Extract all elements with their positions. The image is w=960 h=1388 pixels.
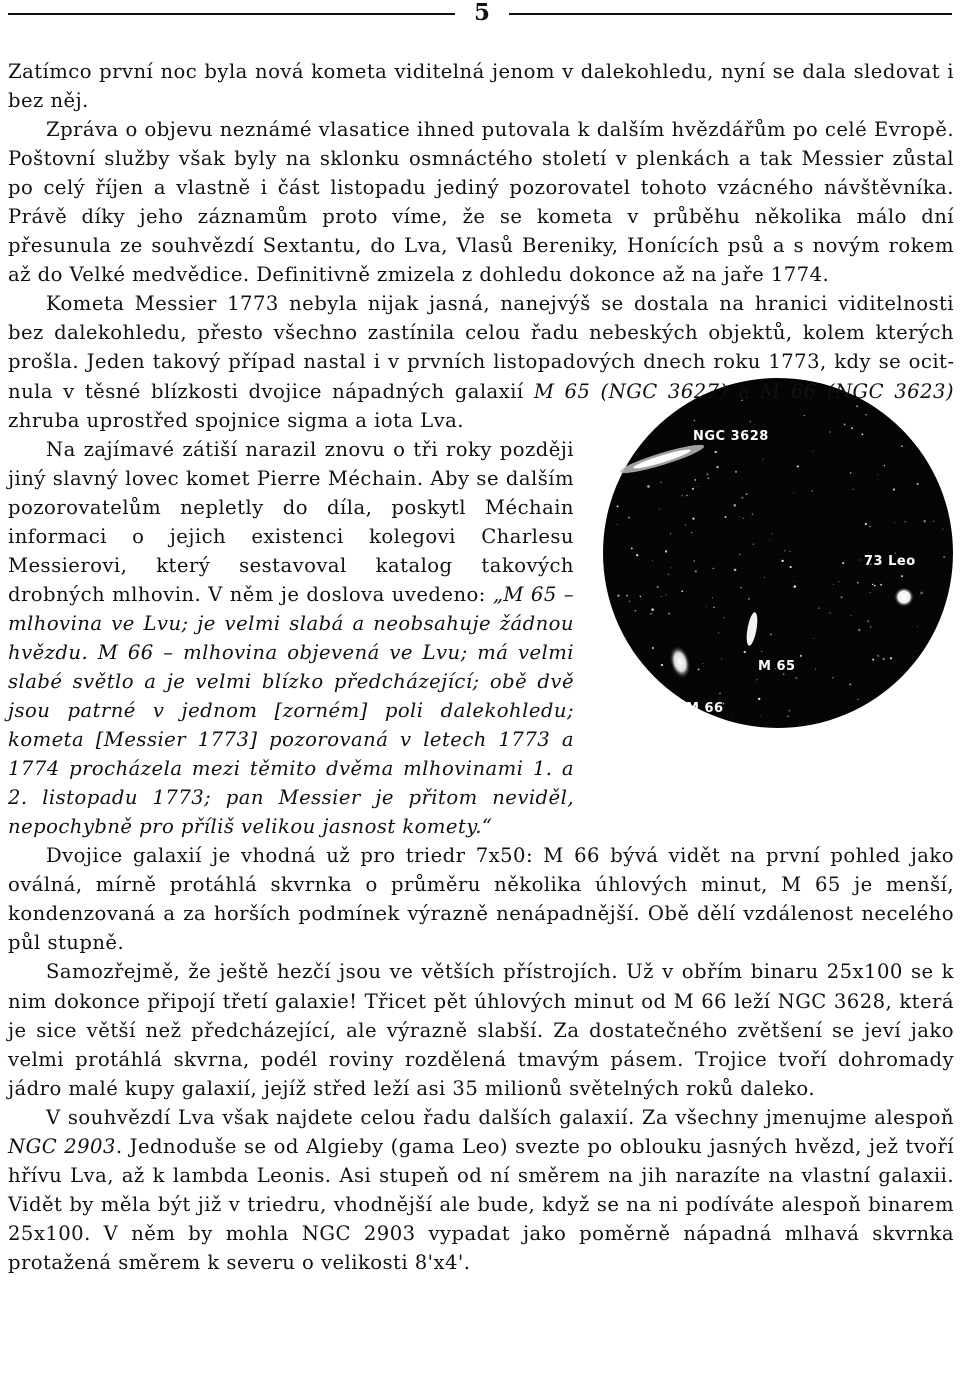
star — [829, 431, 831, 433]
star — [789, 550, 790, 551]
star — [746, 493, 748, 495]
header-rule-right — [509, 13, 952, 15]
star — [708, 477, 709, 478]
star — [660, 481, 662, 483]
star — [865, 522, 867, 524]
paragraph-5: Dvojice galaxií je vhodná už pro triedr 7x50: M 66 bývá vidět na první pohled jako oválná, mírně protáhlá skvrnka o průměru několika úhlových minut, M 65 je menší, kondenzovaná a za horších podmínek výrazně nenápadnější. Obě dělí vzdálenost necelého půl stupně. — [8, 844, 954, 955]
star — [661, 664, 663, 666]
star — [668, 612, 670, 614]
paragraph-7 — [8, 1103, 954, 1277]
star — [713, 606, 714, 607]
star — [719, 692, 721, 694]
star — [869, 525, 871, 527]
star — [844, 423, 846, 425]
star — [942, 528, 943, 529]
star — [651, 608, 654, 611]
star — [874, 584, 876, 586]
star — [661, 596, 662, 597]
star — [893, 488, 895, 490]
star — [842, 562, 844, 564]
star — [670, 567, 671, 568]
star — [756, 679, 757, 680]
star — [870, 626, 872, 628]
star — [894, 522, 895, 523]
star — [840, 596, 842, 598]
star — [851, 427, 853, 429]
star — [752, 513, 754, 515]
star — [870, 591, 871, 592]
star — [666, 594, 667, 595]
star — [920, 591, 923, 594]
star — [724, 516, 726, 518]
star — [670, 533, 671, 534]
star — [758, 697, 760, 699]
star — [861, 433, 863, 435]
star — [933, 520, 934, 521]
star — [832, 677, 833, 678]
star — [706, 606, 707, 607]
star — [640, 595, 641, 596]
star — [794, 585, 797, 588]
star — [718, 632, 719, 633]
page-number: 5 — [473, 0, 490, 26]
star — [943, 555, 945, 557]
star — [797, 465, 799, 467]
header-rule-left — [8, 13, 455, 15]
star — [647, 485, 649, 487]
star — [815, 668, 816, 669]
star — [748, 597, 750, 599]
star — [694, 560, 696, 562]
star — [763, 458, 764, 459]
label-ngc3628: NGC 3628 — [693, 428, 769, 444]
star — [857, 698, 859, 700]
star — [770, 633, 772, 635]
star — [781, 559, 783, 561]
star — [694, 420, 695, 421]
paragraph-2: Zpráva o objevu neznámé vlasatice ihned putovala k dalším hvězdářům po celé Evropě. Poštovní služby však byly na sklonku osmnáctého století v plenkách a tak Messier zůstal po celý říjen a vlastně i část listopadu jediný pozorovatel tohoto vzácného návštěvníka. Právě díky jeho záznamům proto víme, že se kometa v průběhu několika málo dní přesunula ze souhvězdí Sextantu, do Lva, Vlasů Bereniky, Honících psů a s novým rokem až do Velké medvědice. Definitivně zmizela z dohledu dokonce až na jaře 1774. — [8, 118, 954, 287]
star — [764, 576, 765, 577]
star — [793, 580, 794, 581]
star — [734, 568, 737, 571]
star — [818, 607, 819, 608]
star — [692, 517, 694, 519]
article-body — [8, 57, 954, 1277]
paragraph-4-text: Na zajímavé zátiší narazil znovu o tři roky později jiný slavný lovec komet Pierre Méchain. Aby se dalším pozorovatelům nepletly do díla, poskytl Méchain informaci o jejich existenci kolegovi Charlesu Messierovi, který sestavoval katalog takových drobných mlhovin. V něm je doslova uvedeno: — [8, 437, 574, 606]
star — [804, 415, 805, 416]
star — [877, 474, 878, 475]
star — [739, 553, 740, 554]
star — [884, 464, 885, 465]
star — [697, 486, 698, 487]
star — [849, 683, 851, 685]
paragraph-3-join: a — [727, 379, 761, 403]
star — [668, 573, 669, 574]
star — [761, 650, 762, 651]
star — [742, 517, 744, 519]
star — [882, 657, 884, 659]
star — [617, 594, 619, 596]
star — [694, 479, 696, 481]
star — [712, 567, 714, 569]
star — [905, 521, 906, 522]
star — [753, 543, 754, 544]
star — [617, 505, 619, 507]
star — [626, 594, 628, 596]
star — [739, 516, 740, 517]
star — [712, 596, 714, 598]
star — [814, 637, 815, 638]
paragraph-1: Zatímco první noc byla nová kometa viditelná jenom v dalekohledu, nyní se dala sledovat i bez něj. — [8, 60, 954, 113]
star — [724, 617, 725, 618]
star — [813, 450, 814, 451]
star — [867, 620, 869, 622]
star — [858, 628, 861, 631]
telescope-field-view — [602, 377, 954, 729]
star — [880, 583, 882, 585]
m66-designation: M 66 (NGC 3623) — [760, 379, 955, 403]
galaxy-figure — [586, 377, 954, 820]
star — [788, 709, 790, 711]
star — [750, 420, 751, 421]
star — [923, 519, 925, 521]
star — [698, 668, 700, 670]
star — [833, 583, 834, 584]
star — [744, 650, 746, 652]
label-m66: M 66 — [686, 700, 724, 716]
star — [682, 495, 683, 496]
star — [856, 405, 858, 407]
star — [656, 585, 658, 587]
paragraph-7-start: V souhvězdí Lva však najdete celou řadu dalších galaxií. Za všechny jmenujme alespoň — [46, 1105, 954, 1129]
star — [877, 654, 879, 656]
star — [812, 490, 813, 491]
star — [890, 657, 892, 659]
star — [617, 523, 618, 524]
paragraph-3-end: zhruba uprostřed spojnice sigma a iota Lva. — [8, 408, 464, 432]
star — [853, 488, 854, 489]
star — [628, 516, 630, 518]
star — [731, 714, 732, 715]
star — [839, 581, 840, 582]
star — [741, 496, 743, 498]
star — [692, 487, 694, 489]
star-73-leo — [894, 587, 914, 607]
field-circle — [603, 378, 953, 728]
star — [686, 494, 687, 495]
paragraph-7-end: . Jednoduše se od Algieby (gama Leo) svezte po oblouku jasných hvězd, jež tvoří hřívu Lva, až k lambda Leonis. Asi stupeň od ní směrem na jih narazíte na vlastní galaxii. Vidět by měla být již v triedru, vhodnější ale bude, když se na ni podíváte alespoň binarem 25x100. V něm by mohla NGC 2903 vypadat jako poměrně nápadná mlhavá skvrnka protažená směrem k severu o velikosti 8'x4'. — [8, 1134, 955, 1274]
star — [650, 612, 652, 614]
star — [635, 609, 637, 611]
star — [652, 560, 653, 561]
star — [772, 532, 773, 533]
star — [850, 472, 852, 474]
star — [685, 524, 686, 525]
star — [740, 586, 742, 588]
star — [872, 658, 874, 660]
star — [769, 540, 770, 541]
label-73-leo: 73 Leo — [864, 553, 916, 569]
star — [851, 615, 852, 616]
star — [784, 550, 785, 551]
star — [860, 559, 861, 560]
messier-catalog-quote: „M 65 – mlhovina ve Lvu; je velmi slabá a neobsahuje žádnou hvězdu. M 66 – mlhovina objevená ve Lvu; má velmi slabé světlo a je velmi blízko předcházející; obě dvě jsou patrné v jednom [zorném] poli dalekohledu; kometa [Messier 1773] pozorovaná v letech 1773 a 1774 procházela mezi těmito dvěma mlhovinami 1. a 2. listopadu 1773; pan Messier je přitom neviděl, nepochybně pro příliš velikou jasnost komety.“ — [8, 582, 574, 839]
star — [681, 590, 683, 592]
star — [790, 566, 792, 568]
star — [901, 445, 902, 446]
star — [631, 547, 633, 549]
star — [760, 716, 761, 717]
star — [901, 575, 903, 577]
star — [734, 504, 736, 506]
star — [652, 646, 654, 648]
star — [787, 715, 788, 716]
label-m65: M 65 — [758, 658, 796, 674]
star — [703, 662, 704, 663]
star — [865, 413, 867, 415]
star — [917, 482, 919, 484]
star — [795, 677, 797, 679]
paragraph-6: Samozřejmě, že ještě hezčí jsou ve větších přístrojích. Už v obřím binaru 25x100 se k nim dokonce připojí třetí galaxie! Třicet pět úhlových minut od M 66 leží NGC 3628, která je sice větší než předcházející, ale výrazně slabší. Za dostatečného zvětšení se jeví jako velmi protáhlá skvrna, podél roviny rozdělená tmavým pásem. Trojice tvoří dohromady jádro malé kupy galaxií, jejíž střed leží asi 35 milionů světelných roků daleko. — [8, 960, 954, 1100]
star — [857, 581, 859, 583]
star — [872, 583, 873, 584]
paragraph-3-start: Kometa Messier 1773 nebyla nijak jasná, nanejvýš se dostala na hranici viditelnosti bez dalekohledu, přesto všechno zastínila celou řadu nebeských objektů, kolem kterých prošla. Jeden takový případ nastal i v prvních listopadových dnech roku 1773, kdy se ocitnula v těsné blízkosti dvojice nápadných galaxií — [8, 292, 954, 403]
star — [629, 600, 631, 602]
star — [735, 470, 737, 472]
star — [793, 492, 794, 493]
m65-designation: M 65 (NGC 3627) — [533, 379, 728, 403]
star — [695, 570, 697, 572]
star — [665, 550, 667, 552]
star — [917, 626, 918, 627]
star — [659, 508, 660, 509]
page-header — [8, 0, 952, 34]
star — [714, 450, 716, 452]
star — [800, 654, 802, 656]
star — [691, 531, 692, 532]
star — [716, 466, 718, 468]
ngc2903-designation: NGC 2903 — [8, 1134, 116, 1158]
star — [829, 612, 831, 614]
star — [706, 473, 708, 475]
star — [721, 658, 722, 659]
star — [636, 554, 638, 556]
